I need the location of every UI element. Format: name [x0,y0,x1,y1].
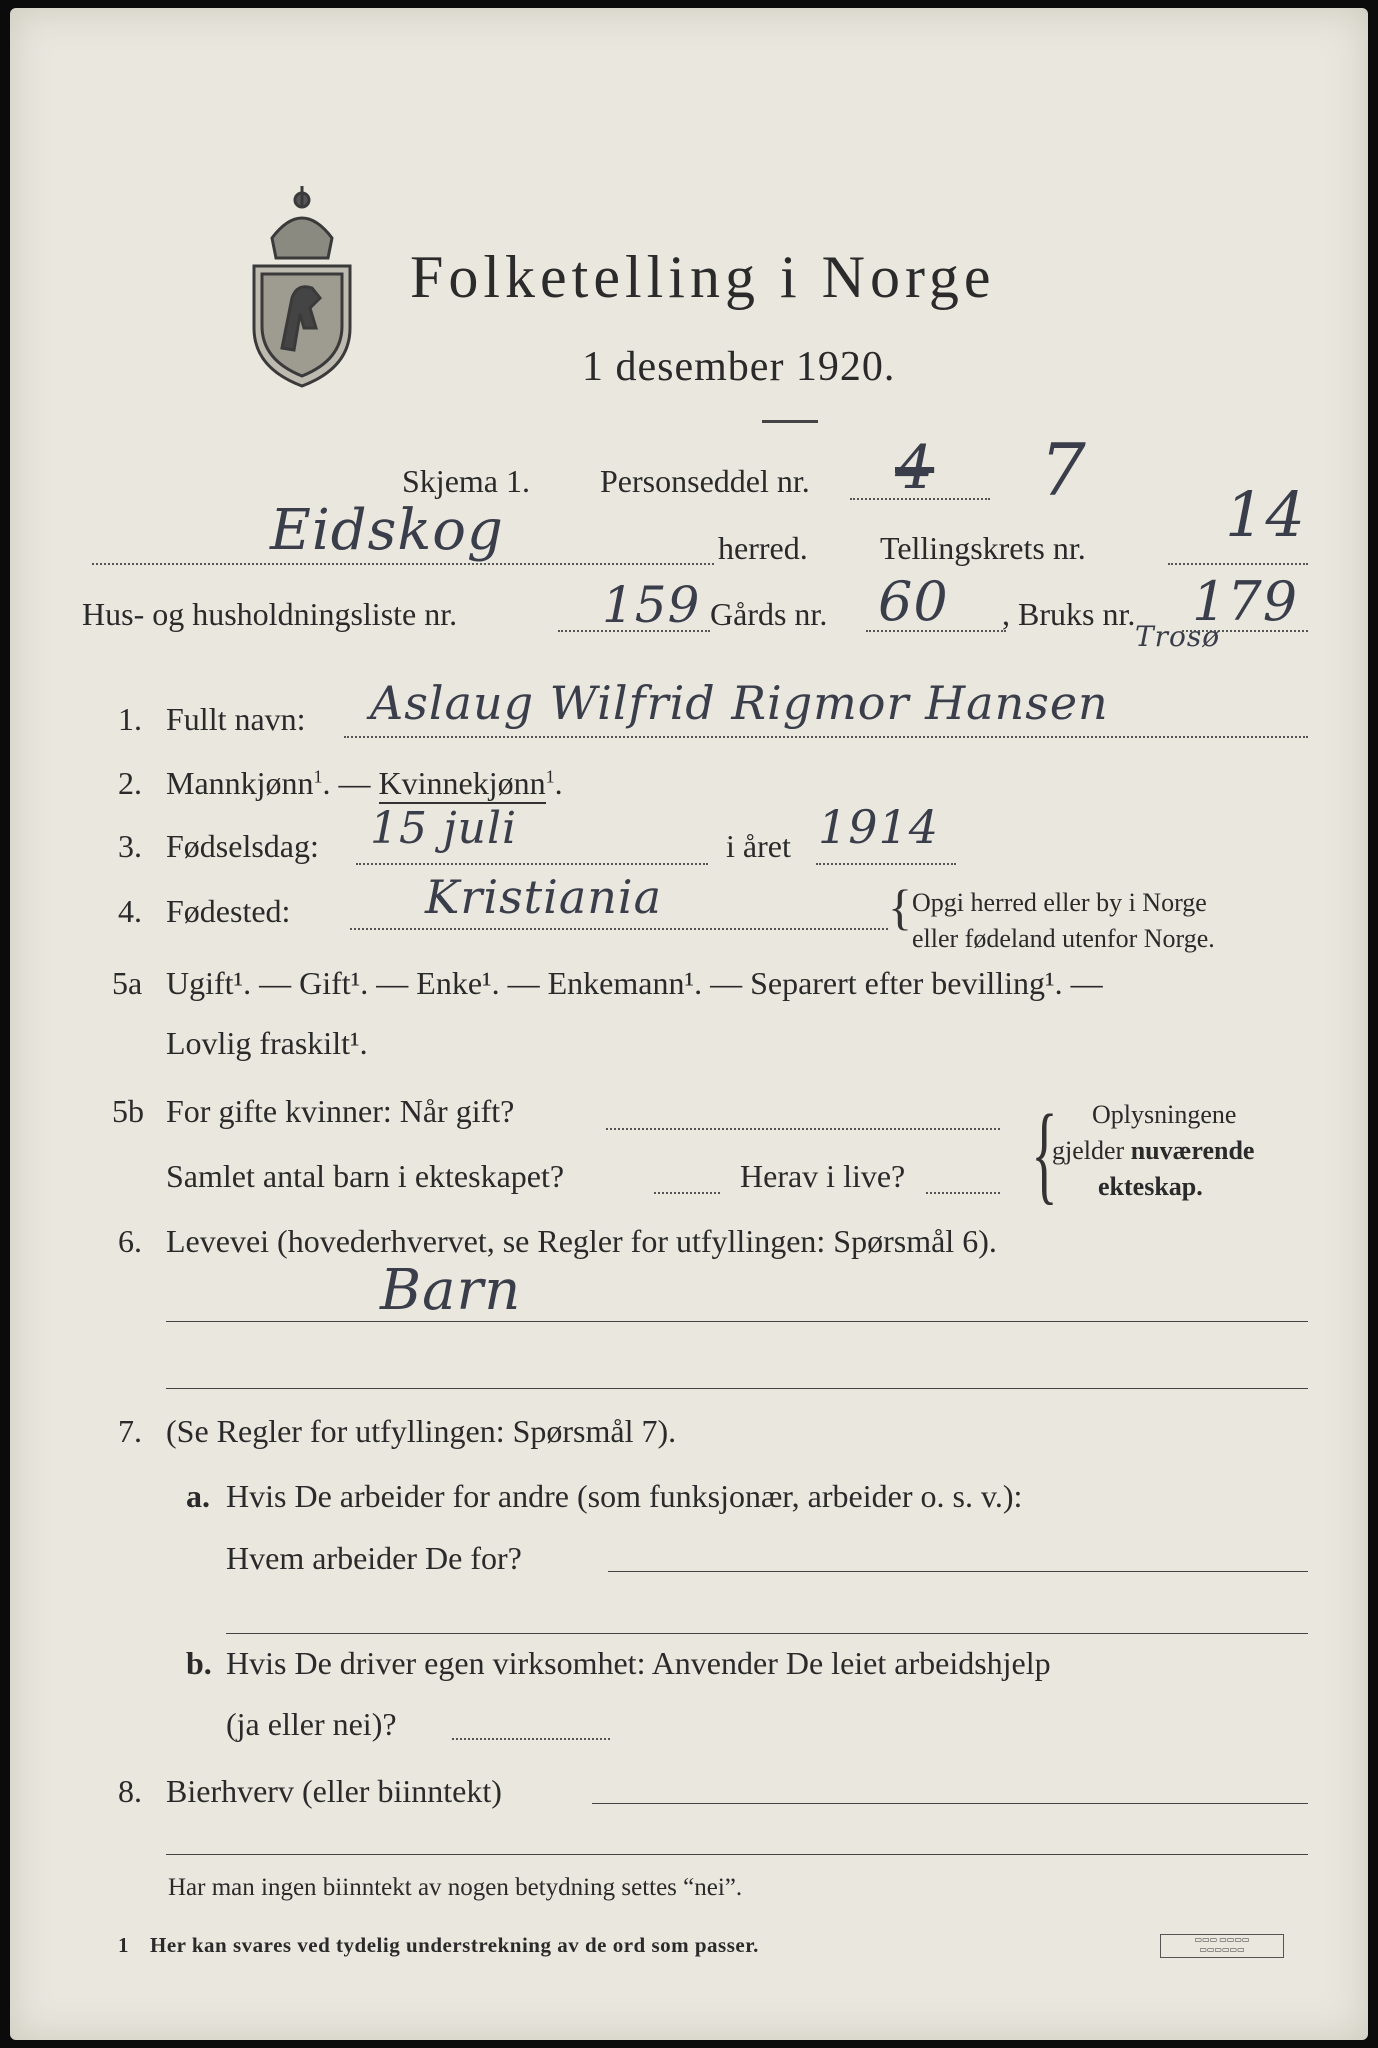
q6-label: Levevei (hovederhvervet, se Regler for utfyllingen: Spørsmål 6). [166,1223,997,1259]
q3-year-label: i året [726,828,791,864]
gards-value[interactable]: 60 [878,570,949,633]
q3-number: 3. [118,828,142,864]
census-date: 1 desember 1920. [582,344,896,390]
q7b-line2: (ja eller nei)? [226,1706,397,1742]
personseddel-label: Personseddel nr. [600,463,810,499]
q4-note-line1: Opgi herred eller by i Norge [912,888,1207,917]
q5b-note-line3: ekteskap. [1098,1172,1203,1201]
q7b-line1: Hvis De driver egen virksomhet: Anvender De leiet arbeidshjelp [226,1645,1051,1681]
form-title: Folketelling i Norge [410,244,996,310]
q6-number: 6. [118,1223,142,1259]
q7a-letter: a. [186,1478,210,1514]
q7b-answer-line [452,1738,610,1740]
q5b-number: 5b [112,1093,144,1129]
q3-year-line [816,863,956,865]
mannkjonn-option[interactable]: Mannkjønn [166,765,314,801]
q4-note-brace: { [888,879,912,935]
husliste-value[interactable]: 159 [602,576,701,634]
husliste-label: Hus- og husholdningsliste nr. [82,596,458,632]
q4-note-line2: eller fødeland utenfor Norge. [912,924,1215,953]
q2-options: Mannkjønn$^1$. — Kvinnekjønn$^1$. [166,765,563,802]
q6-answer-line2 [166,1388,1308,1389]
q5b-note-line2: gjelder nuværende [1052,1136,1255,1165]
q5b-children-line [654,1192,720,1194]
q2-number: 2. [118,765,142,801]
q8-number: 8. [118,1773,142,1809]
bruks-label: , Bruks nr. [1002,596,1136,632]
q3-year-value[interactable]: 1914 [818,800,940,854]
footnote-mark: 1 [118,1933,129,1957]
q8-answer-line1 [592,1803,1308,1804]
q4-line [350,928,888,930]
q4-value[interactable]: Kristiania [425,870,663,924]
q7a-line2: Hvem arbeider De for? [226,1540,522,1576]
q4-number: 4. [118,893,142,929]
title-divider [762,420,818,423]
q1-label: Fullt navn: [166,701,306,737]
gards-label: Gårds nr. [710,596,828,632]
q5b-note-line1: Oplysningene [1092,1100,1237,1129]
q5b-note-brace: { [1031,1092,1058,1214]
q8-label: Bierhverv (eller biinntekt) [166,1773,502,1809]
printer-stamp-icon: ▭▭▭ ▭▭▭▭ ▭▭▭▭▭▭ [1160,1934,1284,1958]
q4-label: Fødested: [166,893,291,929]
q1-value[interactable]: Aslaug Wilfrid Rigmor Hansen [370,676,1109,730]
norway-coat-of-arms-icon [242,178,362,388]
skjema-label: Skjema 1. [402,463,530,499]
q8-note: Har man ingen biinntekt av nogen betydning settes “nei”. [168,1874,743,1901]
q3-label: Fødselsdag: [166,828,319,864]
kvinnekjonn-option-selected[interactable]: Kvinnekjønn [379,765,546,804]
personseddel-struck-value: 4 [895,433,935,503]
q6-answer-line1 [166,1321,1308,1322]
personseddel-value[interactable]: 7 [1040,428,1087,512]
q5b-alive-line [926,1192,1000,1194]
q5a-options-line2[interactable]: Lovlig fraskilt¹. [166,1025,368,1061]
footnote-text: Her kan svares ved tydelig understrekning av de ord som passer. [150,1933,759,1957]
herred-line [92,563,714,565]
q7b-letter: b. [186,1645,212,1681]
herred-label: herred. [718,530,808,566]
q3-value[interactable]: 15 juli [370,803,518,854]
q5a-number: 5a [112,965,143,1001]
q1-insert-value: Trosø [1135,620,1221,653]
tellingskrets-line [1168,563,1308,565]
q5b-label-alive: Herav i live? [740,1158,906,1194]
q7a-answer-line1 [608,1571,1308,1572]
q8-answer-line2 [166,1854,1308,1855]
q1-number: 1. [118,701,142,737]
q3-line [356,863,708,865]
herred-value[interactable]: Eidskog [270,498,504,563]
tellingskrets-label: Tellingskrets nr. [880,530,1086,566]
bruks-value[interactable]: 179 [1192,570,1299,633]
q1-line [344,736,1308,738]
q6-value[interactable]: Barn [380,1258,522,1323]
q5b-married-line [606,1128,1000,1130]
q7a-answer-line2 [226,1633,1308,1634]
q5b-label-married: For gifte kvinner: Når gift? [166,1093,515,1129]
census-form-sheet [10,8,1368,2040]
q7-number: 7. [118,1413,142,1449]
q5a-options-line1[interactable]: Ugift¹. — Gift¹. — Enke¹. — Enkemann¹. — Separert efter bevilling¹. — [166,965,1103,1001]
q7-label: (Se Regler for utfyllingen: Spørsmål 7). [166,1413,677,1449]
q7a-line1: Hvis De arbeider for andre (som funksjonær, arbeider o. s. v.): [226,1478,1023,1514]
tellingskrets-value[interactable]: 14 [1225,478,1306,551]
q5b-label-children: Samlet antal barn i ekteskapet? [166,1158,565,1194]
